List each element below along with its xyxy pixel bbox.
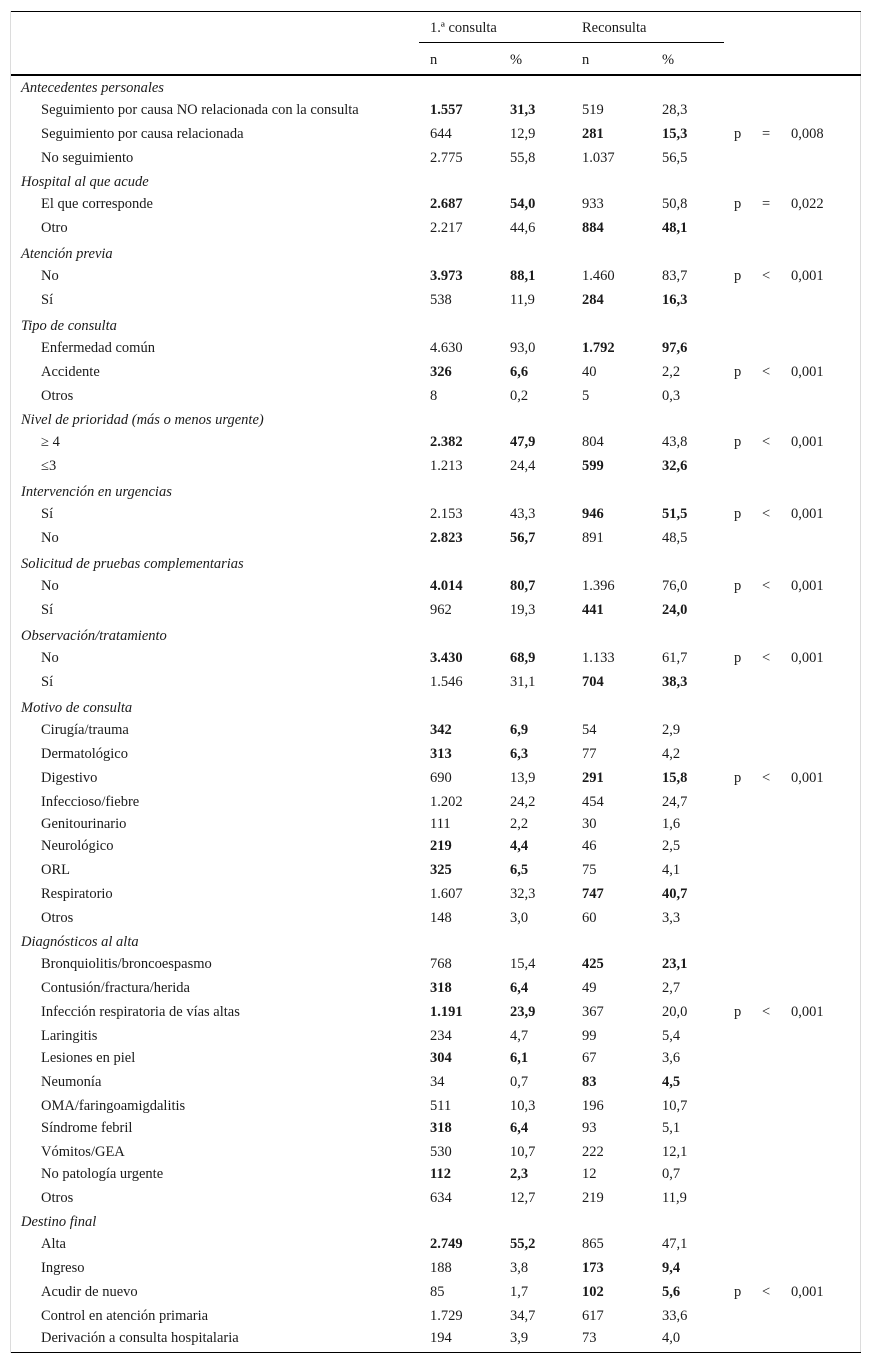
row-label: Seguimiento por causa NO relacionada con la consulta xyxy=(41,102,359,118)
first-consult-n: 34 xyxy=(430,1074,445,1090)
first-consult-n: 1.202 xyxy=(430,794,463,810)
first-consult-pct: 10,3 xyxy=(510,1098,536,1114)
p-value: 0,001 xyxy=(791,1004,824,1020)
section-title: Solicitud de pruebas complementarias xyxy=(21,556,244,572)
first-consult-pct: 3,0 xyxy=(510,910,529,926)
reconsult-pct: 3,6 xyxy=(662,1050,681,1066)
p-label: p xyxy=(734,1004,742,1020)
first-consult-n: 538 xyxy=(430,292,452,308)
row-label: Sí xyxy=(41,674,54,690)
section-title: Observación/tratamiento xyxy=(21,628,167,644)
p-label: p xyxy=(734,268,742,284)
reconsult-pct: 48,5 xyxy=(662,530,688,546)
first-consult-pct: 6,6 xyxy=(510,364,529,380)
first-consult-n: 313 xyxy=(430,746,452,762)
reconsult-pct: 3,3 xyxy=(662,910,681,926)
first-consult-pct: 3,8 xyxy=(510,1260,529,1276)
first-consult-pct: 56,7 xyxy=(510,530,536,546)
p-value: 0,008 xyxy=(791,126,824,142)
reconsult-n: 102 xyxy=(582,1284,604,1300)
first-consult-n: 768 xyxy=(430,956,452,972)
p-operator: = xyxy=(762,126,771,142)
row-label: Enfermedad común xyxy=(41,340,155,356)
first-consult-n: 304 xyxy=(430,1050,452,1066)
row-label: Vómitos/GEA xyxy=(41,1144,125,1160)
row-label: Otros xyxy=(41,1190,74,1206)
reconsult-n: 60 xyxy=(582,910,597,926)
header-pct-first: % xyxy=(510,52,523,68)
reconsult-n: 1.037 xyxy=(582,150,615,166)
row-label: ORL xyxy=(41,862,70,878)
reconsult-n: 30 xyxy=(582,816,597,832)
reconsult-pct: 97,6 xyxy=(662,340,688,356)
header-n-reconsult: n xyxy=(582,52,590,68)
first-consult-pct: 2,3 xyxy=(510,1166,529,1182)
section-title: Antecedentes personales xyxy=(21,80,164,96)
reconsult-n: 77 xyxy=(582,746,597,762)
row-label: No xyxy=(41,268,59,284)
row-label: Neumonía xyxy=(41,1074,102,1090)
first-consult-n: 2.217 xyxy=(430,220,463,236)
first-consult-n: 1.557 xyxy=(430,102,463,118)
first-consult-pct: 31,1 xyxy=(510,674,536,690)
row-label: Genitourinario xyxy=(41,816,127,832)
header-first-consult: 1.ª consulta xyxy=(430,20,497,36)
p-label: p xyxy=(734,364,742,380)
first-consult-n: 1.546 xyxy=(430,674,463,690)
reconsult-n: 1.396 xyxy=(582,578,615,594)
first-consult-n: 1.213 xyxy=(430,458,463,474)
reconsult-n: 99 xyxy=(582,1028,597,1044)
row-label: Sí xyxy=(41,292,54,308)
row-label: Accidente xyxy=(41,364,100,380)
reconsult-n: 367 xyxy=(582,1004,604,1020)
reconsult-pct: 12,1 xyxy=(662,1144,688,1160)
p-operator: < xyxy=(762,1004,771,1020)
row-label: Otros xyxy=(41,910,74,926)
reconsult-n: 599 xyxy=(582,458,604,474)
reconsult-pct: 48,1 xyxy=(662,220,688,236)
section-title: Intervención en urgencias xyxy=(21,484,172,500)
row-label: Acudir de nuevo xyxy=(41,1284,138,1300)
p-operator: < xyxy=(762,650,771,666)
reconsult-pct: 76,0 xyxy=(662,578,688,594)
first-consult-n: 2.687 xyxy=(430,196,463,212)
p-value: 0,001 xyxy=(791,1284,824,1300)
reconsult-n: 5 xyxy=(582,388,590,404)
first-consult-n: 234 xyxy=(430,1028,452,1044)
row-label: Sí xyxy=(41,602,54,618)
row-label: Ingreso xyxy=(41,1260,85,1276)
reconsult-pct: 43,8 xyxy=(662,434,688,450)
first-consult-pct: 32,3 xyxy=(510,886,536,902)
reconsult-n: 83 xyxy=(582,1074,597,1090)
first-consult-n: 111 xyxy=(430,816,451,832)
first-consult-pct: 6,4 xyxy=(510,980,529,996)
first-consult-n: 318 xyxy=(430,1120,452,1136)
row-label: Otros xyxy=(41,388,74,404)
reconsult-n: 617 xyxy=(582,1308,604,1324)
first-consult-n: 2.749 xyxy=(430,1236,463,1252)
reconsult-n: 49 xyxy=(582,980,597,996)
first-consult-n: 3.430 xyxy=(430,650,463,666)
row-label: Control en atención primaria xyxy=(41,1308,209,1324)
reconsult-pct: 4,5 xyxy=(662,1074,681,1090)
row-label: Seguimiento por causa relacionada xyxy=(41,126,244,142)
first-consult-pct: 0,7 xyxy=(510,1074,529,1090)
first-consult-n: 1.191 xyxy=(430,1004,463,1020)
reconsult-pct: 28,3 xyxy=(662,102,688,118)
reconsult-pct: 5,4 xyxy=(662,1028,681,1044)
first-consult-pct: 55,8 xyxy=(510,150,536,166)
row-label: Cirugía/trauma xyxy=(41,722,129,738)
reconsult-pct: 15,8 xyxy=(662,770,688,786)
p-value: 0,001 xyxy=(791,770,824,786)
reconsult-pct: 83,7 xyxy=(662,268,688,284)
first-consult-pct: 15,4 xyxy=(510,956,536,972)
row-label: Otro xyxy=(41,220,68,236)
first-consult-n: 2.382 xyxy=(430,434,463,450)
reconsult-n: 12 xyxy=(582,1166,597,1182)
reconsult-pct: 5,6 xyxy=(662,1284,681,1300)
reconsult-n: 1.460 xyxy=(582,268,615,284)
reconsult-n: 67 xyxy=(582,1050,597,1066)
reconsult-n: 884 xyxy=(582,220,604,236)
p-value: 0,001 xyxy=(791,506,824,522)
first-consult-n: 85 xyxy=(430,1284,445,1300)
reconsult-n: 54 xyxy=(582,722,597,738)
reconsult-pct: 56,5 xyxy=(662,150,688,166)
bottom-rule xyxy=(11,1352,861,1353)
first-consult-pct: 23,9 xyxy=(510,1004,536,1020)
first-consult-pct: 34,7 xyxy=(510,1308,536,1324)
reconsult-pct: 11,9 xyxy=(662,1190,687,1206)
header-n-first: n xyxy=(430,52,438,68)
first-consult-pct: 24,4 xyxy=(510,458,536,474)
reconsult-pct: 4,2 xyxy=(662,746,681,762)
reconsult-n: 219 xyxy=(582,1190,604,1206)
reconsult-pct: 38,3 xyxy=(662,674,688,690)
first-consult-pct: 4,4 xyxy=(510,838,529,854)
row-label: Síndrome febril xyxy=(41,1120,133,1136)
first-consult-pct: 1,7 xyxy=(510,1284,529,1300)
first-consult-n: 318 xyxy=(430,980,452,996)
row-label: Lesiones en piel xyxy=(41,1050,136,1066)
p-operator: < xyxy=(762,364,771,380)
reconsult-n: 1.792 xyxy=(582,340,615,356)
row-label: Contusión/fractura/herida xyxy=(41,980,190,996)
reconsult-pct: 5,1 xyxy=(662,1120,681,1136)
p-value: 0,001 xyxy=(791,364,824,380)
first-consult-pct: 80,7 xyxy=(510,578,536,594)
first-consult-pct: 88,1 xyxy=(510,268,536,284)
first-consult-n: 8 xyxy=(430,388,438,404)
header-pct-reconsult: % xyxy=(662,52,675,68)
reconsult-pct: 9,4 xyxy=(662,1260,681,1276)
p-label: p xyxy=(734,196,742,212)
first-consult-n: 4.014 xyxy=(430,578,463,594)
row-label: ≤3 xyxy=(41,458,57,474)
header-reconsult: Reconsulta xyxy=(582,20,647,36)
p-operator: < xyxy=(762,434,771,450)
row-label: Respiratorio xyxy=(41,886,113,902)
first-consult-pct: 19,3 xyxy=(510,602,536,618)
first-consult-n: 511 xyxy=(430,1098,452,1114)
first-consult-pct: 6,4 xyxy=(510,1120,529,1136)
row-label: Laringitis xyxy=(41,1028,98,1044)
first-consult-pct: 24,2 xyxy=(510,794,536,810)
p-operator: < xyxy=(762,770,771,786)
reconsult-n: 281 xyxy=(582,126,604,142)
reconsult-n: 441 xyxy=(582,602,604,618)
first-consult-pct: 31,3 xyxy=(510,102,536,118)
reconsult-n: 519 xyxy=(582,102,604,118)
reconsult-n: 93 xyxy=(582,1120,597,1136)
first-consult-n: 326 xyxy=(430,364,452,380)
reconsult-n: 73 xyxy=(582,1330,597,1346)
reconsult-n: 46 xyxy=(582,838,597,854)
reconsult-n: 946 xyxy=(582,506,604,522)
row-label: ≥ 4 xyxy=(41,434,60,450)
first-consult-pct: 3,9 xyxy=(510,1330,529,1346)
p-label: p xyxy=(734,434,742,450)
reconsult-pct: 50,8 xyxy=(662,196,688,212)
first-consult-n: 1.607 xyxy=(430,886,463,902)
reconsult-pct: 2,2 xyxy=(662,364,681,380)
reconsult-n: 804 xyxy=(582,434,604,450)
first-consult-pct: 6,1 xyxy=(510,1050,529,1066)
reconsult-pct: 15,3 xyxy=(662,126,688,142)
row-label: Sí xyxy=(41,506,54,522)
first-consult-pct: 68,9 xyxy=(510,650,536,666)
first-consult-n: 690 xyxy=(430,770,452,786)
first-consult-n: 644 xyxy=(430,126,452,142)
reconsult-n: 747 xyxy=(582,886,604,902)
first-consult-pct: 13,9 xyxy=(510,770,536,786)
section-title: Tipo de consulta xyxy=(21,318,117,334)
reconsult-pct: 51,5 xyxy=(662,506,688,522)
first-consult-n: 188 xyxy=(430,1260,452,1276)
p-label: p xyxy=(734,770,742,786)
reconsult-n: 454 xyxy=(582,794,604,810)
reconsult-pct: 24,7 xyxy=(662,794,688,810)
section-title: Motivo de consulta xyxy=(21,700,133,716)
reconsult-pct: 10,7 xyxy=(662,1098,688,1114)
p-operator: < xyxy=(762,268,771,284)
first-consult-n: 2.823 xyxy=(430,530,463,546)
reconsult-pct: 23,1 xyxy=(662,956,688,972)
reconsult-pct: 2,9 xyxy=(662,722,681,738)
row-label: No xyxy=(41,530,59,546)
first-consult-n: 2.153 xyxy=(430,506,463,522)
row-label: OMA/faringoamigdalitis xyxy=(41,1098,186,1114)
first-consult-pct: 0,2 xyxy=(510,388,529,404)
reconsult-pct: 2,5 xyxy=(662,838,681,854)
first-consult-n: 634 xyxy=(430,1190,452,1206)
p-value: 0,001 xyxy=(791,268,824,284)
reconsult-n: 891 xyxy=(582,530,604,546)
reconsult-pct: 40,7 xyxy=(662,886,688,902)
p-label: p xyxy=(734,126,742,142)
first-consult-n: 148 xyxy=(430,910,452,926)
reconsult-n: 222 xyxy=(582,1144,604,1160)
first-consult-pct: 4,7 xyxy=(510,1028,529,1044)
p-value: 0,001 xyxy=(791,434,824,450)
first-consult-pct: 44,6 xyxy=(510,220,536,236)
row-label: Infeccioso/fiebre xyxy=(41,794,140,810)
first-consult-pct: 6,5 xyxy=(510,862,529,878)
first-consult-pct: 6,3 xyxy=(510,746,529,762)
row-label: Infección respiratoria de vías altas xyxy=(41,1004,240,1020)
first-consult-n: 112 xyxy=(430,1166,451,1182)
first-consult-pct: 12,9 xyxy=(510,126,536,142)
reconsult-pct: 4,0 xyxy=(662,1330,681,1346)
p-operator: < xyxy=(762,1284,771,1300)
reconsult-pct: 47,1 xyxy=(662,1236,688,1252)
reconsult-n: 284 xyxy=(582,292,604,308)
p-operator: < xyxy=(762,506,771,522)
row-label: Derivación a consulta hospitalaria xyxy=(41,1330,239,1346)
first-consult-n: 2.775 xyxy=(430,150,463,166)
first-consult-pct: 2,2 xyxy=(510,816,529,832)
reconsult-n: 173 xyxy=(582,1260,604,1276)
reconsult-n: 196 xyxy=(582,1098,604,1114)
first-consult-pct: 6,9 xyxy=(510,722,529,738)
first-consult-n: 1.729 xyxy=(430,1308,463,1324)
p-operator: = xyxy=(762,196,771,212)
reconsult-pct: 32,6 xyxy=(662,458,688,474)
reconsult-n: 1.133 xyxy=(582,650,615,666)
reconsult-pct: 20,0 xyxy=(662,1004,688,1020)
p-value: 0,022 xyxy=(791,196,824,212)
row-label: No patología urgente xyxy=(41,1166,164,1182)
first-consult-pct: 47,9 xyxy=(510,434,536,450)
first-consult-pct: 54,0 xyxy=(510,196,536,212)
section-title: Destino final xyxy=(21,1214,97,1230)
reconsult-underline xyxy=(419,42,724,43)
reconsult-n: 40 xyxy=(582,364,597,380)
first-consult-pct: 11,9 xyxy=(510,292,535,308)
first-consult-n: 325 xyxy=(430,862,452,878)
row-label: No xyxy=(41,650,59,666)
p-value: 0,001 xyxy=(791,650,824,666)
p-label: p xyxy=(734,578,742,594)
section-title: Hospital al que acude xyxy=(21,174,149,190)
section-title: Atención previa xyxy=(21,246,113,262)
first-consult-n: 3.973 xyxy=(430,268,463,284)
header-rule xyxy=(11,74,861,76)
reconsult-n: 933 xyxy=(582,196,604,212)
first-consult-pct: 55,2 xyxy=(510,1236,536,1252)
first-consult-n: 219 xyxy=(430,838,452,854)
reconsult-n: 75 xyxy=(582,862,597,878)
p-operator: < xyxy=(762,578,771,594)
row-label: El que corresponde xyxy=(41,196,153,212)
row-label: Digestivo xyxy=(41,770,98,786)
first-consult-n: 962 xyxy=(430,602,452,618)
p-label: p xyxy=(734,650,742,666)
reconsult-n: 865 xyxy=(582,1236,604,1252)
reconsult-pct: 33,6 xyxy=(662,1308,688,1324)
row-label: Dermatológico xyxy=(41,746,128,762)
first-consult-n: 342 xyxy=(430,722,452,738)
reconsult-pct: 61,7 xyxy=(662,650,688,666)
reconsult-n: 704 xyxy=(582,674,604,690)
top-rule xyxy=(11,11,861,12)
row-label: No seguimiento xyxy=(41,150,134,166)
p-label: p xyxy=(734,506,742,522)
row-label: Neurológico xyxy=(41,838,114,854)
reconsult-pct: 0,3 xyxy=(662,388,681,404)
first-consult-pct: 10,7 xyxy=(510,1144,536,1160)
first-consult-n: 530 xyxy=(430,1144,452,1160)
section-title: Nivel de prioridad (más o menos urgente) xyxy=(21,412,264,428)
p-value: 0,001 xyxy=(791,578,824,594)
reconsult-pct: 2,7 xyxy=(662,980,681,996)
reconsult-n: 425 xyxy=(582,956,604,972)
reconsult-pct: 24,0 xyxy=(662,602,688,618)
reconsult-pct: 1,6 xyxy=(662,816,681,832)
reconsult-pct: 16,3 xyxy=(662,292,688,308)
row-label: Alta xyxy=(41,1236,66,1252)
reconsult-pct: 0,7 xyxy=(662,1166,681,1182)
section-title: Diagnósticos al alta xyxy=(21,934,139,950)
row-label: No xyxy=(41,578,59,594)
row-label: Bronquiolitis/broncoespasmo xyxy=(41,956,212,972)
reconsult-n: 291 xyxy=(582,770,604,786)
first-consult-n: 4.630 xyxy=(430,340,463,356)
p-label: p xyxy=(734,1284,742,1300)
first-consult-pct: 12,7 xyxy=(510,1190,536,1206)
first-consult-n: 194 xyxy=(430,1330,452,1346)
first-consult-pct: 93,0 xyxy=(510,340,536,356)
first-consult-pct: 43,3 xyxy=(510,506,536,522)
reconsult-pct: 4,1 xyxy=(662,862,681,878)
